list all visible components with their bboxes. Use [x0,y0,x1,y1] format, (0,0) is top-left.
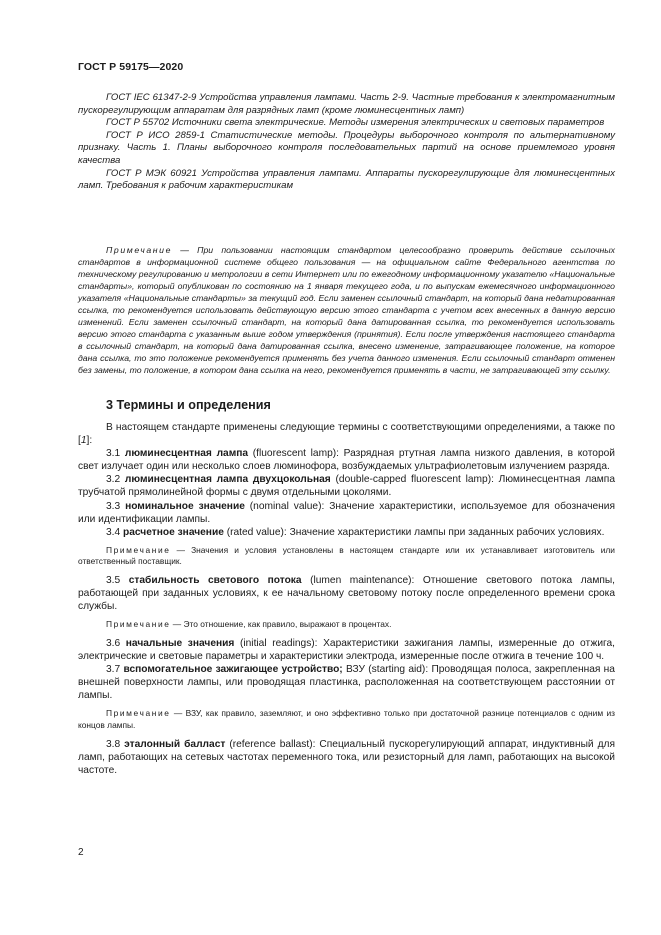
reference-item: ГОСТ Р МЭК 60921 Устройства управления лампами. Аппараты пускорегулирующие для люминесцентных ламп. Требования к рабочим характеристикам [78,167,615,192]
references-note [78,244,615,376]
term-note: Примечание — Значения и условия установлены в настоящем стандарте или их устанавливает изготовитель или ответственный поставщик. [78,544,615,567]
term-definition: 3.2 люминесцентная лампа двухцокольная (double-capped fluorescent lamp): Люминесцентная лампа трубчатой прямолинейной формы с двумя отдельными цоколями. [78,474,615,499]
section-title: 3 Термины и определения [106,398,271,412]
term-name: номинальное значение [125,500,245,512]
term-definition: 3.7 вспомогательное зажигающее устройство; ВЗУ (starting aid): Проводящая полоса, закрепленная на внешней поверхности лампы, или проводящая пластинка, расположенная на соответствующем расстоянии от лампы. [78,664,615,702]
section-intro: В настоящем стандарте применены следующие термины с соответствующими определениями, а также по [1]: [78,422,615,447]
note-text: — При пользовании настоящим стандартом целесообразно проверить действие ссылочных стандартов в информационной системе общего пользования — на официальном сайте Федерального агентства по техническому регулированию и метрологии в сети Интернет или по ежегодному информационному указателю «Национальные стандарты», который опубликован по состоянию на 1 января текущего года, и по выпускам ежемесячного информационного указателя «Национальные стандарты» за текущий год. Если заменен ссылочный стандарт, на который дана недатированная ссылка, то рекомендуется использовать действующую версию этого стандарта с учетом всех внесенных в данную версию изменений. Если заменен ссылочный стандарт, на который дана датированная ссылка, то рекомендуется использовать версию этого стандарта с указанным выше годом утверждения (принятия). Если после утверждения настоящего стандарта в ссылочный стандарт, на который дана датированная ссылка, внесено изменение, затрагивающее положение, на которое дана ссылка, то это положение рекомендуется применять без учета данного изменения. Если ссылочный стандарт отменен без замены, то положение, в котором дана ссылка на него, рекомендуется применять в части, не затрагивающей эту ссылку. [78,245,615,375]
term-definition: 3.8 эталонный балласт (reference ballast): Специальный пускорегулирующий аппарат, индуктивный для ламп, работающих на сетевых частотах переменного тока, или резисторный для ламп, работающих на высокой частоте. [78,738,615,776]
term-definition: 3.4 расчетное значение (rated value): Значение характеристики лампы при заданных рабочих условиях. [106,526,605,538]
note-label: Примечание [106,245,173,255]
term-name: вспомогательное зажигающее устройство; [123,664,343,676]
document-header: ГОСТ Р 59175—2020 [78,61,184,73]
reference-item: ГОСТ Р 55702 Источники света электрические. Методы измерения электрических и световых параметров [106,117,605,129]
terms-body [78,421,615,777]
term-definition: 3.1 люминесцентная лампа (fluorescent lamp): Разрядная ртутная лампа низкого давления, в которой свет излучает один или несколько слоев люминофора, возбуждаемых ультрафиолетовым излучением разряда. [78,448,615,473]
term-note: Примечание — ВЗУ, как правило, заземляют, и оно эффективно только при достаточной разнице потенциалов с одним из концов лампы. [78,708,615,730]
page-number: 2 [78,847,84,858]
normative-references [78,92,615,193]
term-note: Примечание — Это отношение, как правило, выражают в процентах. [106,619,392,630]
term-definition: 3.5 стабильность светового потока (lumen maintenance): Отношение светового потока лампы, работающей при заданных условиях, к ее начальному световому потоку после определенного времени срока службы. [78,575,615,613]
term-name: расчетное значение [123,526,224,538]
term-name: стабильность светового потока [128,575,302,587]
term-name: люминесцентная лампа двухцокольная [124,474,331,486]
term-name: люминесцентная лампа [124,448,249,460]
term-definition: 3.6 начальные значения (initial readings): Характеристики зажигания лампы, измеренные до отжига, электрические и световые параметры и характеристики электрода, измеренные после отжига в течение 100 ч. [78,637,615,662]
term-name: начальные значения [125,637,235,649]
term-definition: 3.3 номинальное значение (nominal value): Значение характеристики, используемое для обозначения или идентификации лампы. [78,500,615,525]
term-name: эталонный балласт [124,738,226,750]
reference-item: ГОСТ IEC 61347-2-9 Устройства управления лампами. Часть 2-9. Частные требования к электромагнитным пускорегулирующим аппаратам для разрядных ламп (кроме люминесцентных ламп) [78,92,615,116]
reference-item: ГОСТ Р ИСО 2859-1 Статистические методы. Процедуры выборочного контроля по альтернативному признаку. Часть 1. Планы выборочного контроля последовательных партий на основе приемлемого уровня качества [78,129,615,166]
